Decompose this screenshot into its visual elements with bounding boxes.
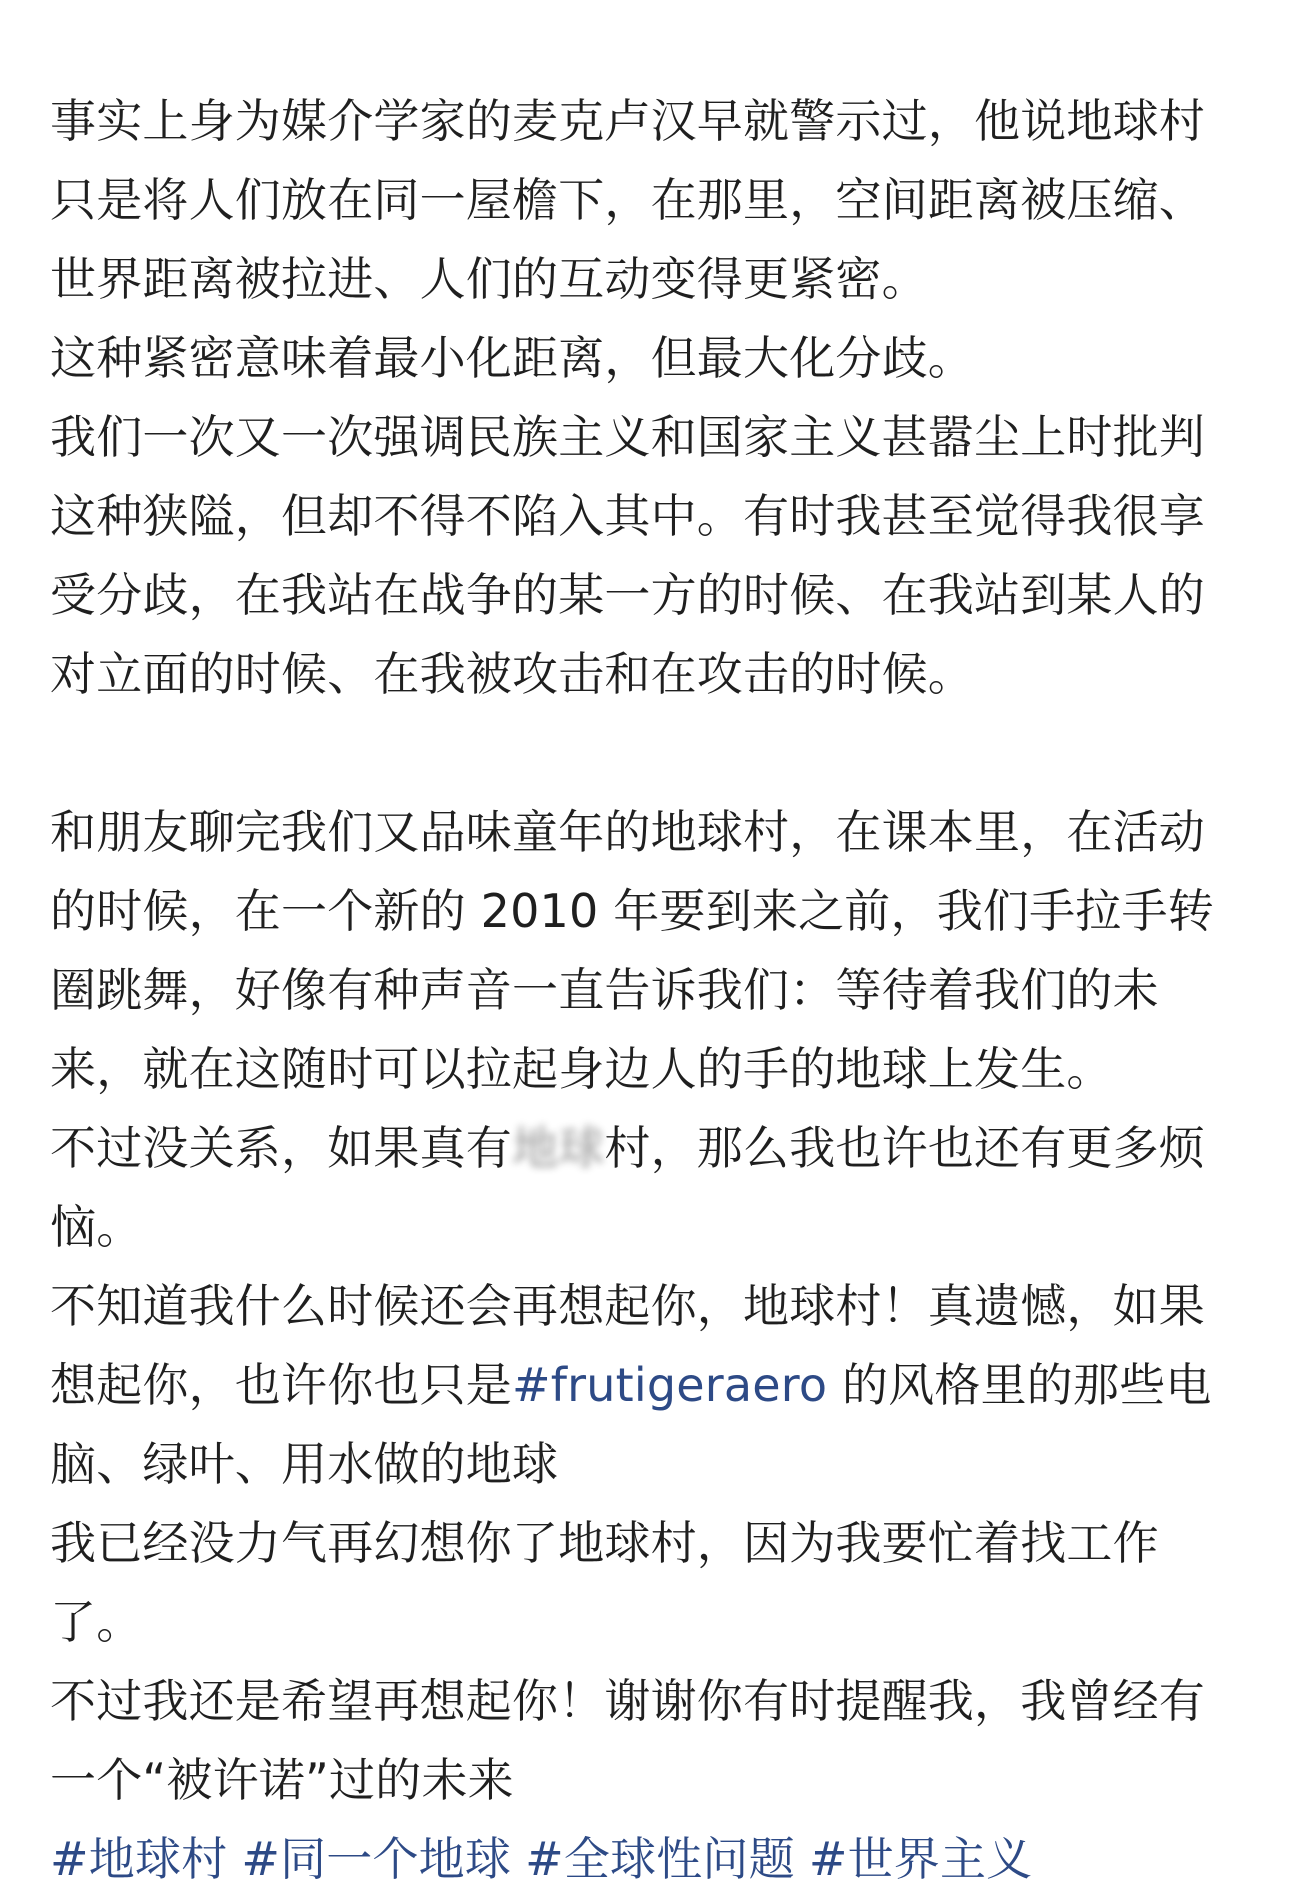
hashtag-link[interactable]: #地球村 [50,1832,228,1886]
text-line: 不知道我什么时候还会再想起你，地球村！真遗憾，如果 [50,1279,1205,1333]
text-line: 了。 [50,1595,143,1649]
hashtag-link[interactable]: #同一个地球 [241,1832,512,1886]
text-line: 对立面的时候、在我被攻击和在攻击的时候。 [50,647,974,701]
text-line: 世界距离被拉进、人们的互动变得更紧密。 [50,252,928,306]
text-line: 这种狭隘，但却不得不陷入其中。有时我甚至觉得我很享 [50,489,1205,543]
post-body [50,82,1250,1899]
hashtag-link-frutigeraero[interactable]: #frutigeraero [512,1358,828,1412]
text-line: 脑、绿叶、用水做的地球 [50,1437,559,1491]
text-line: 来，就在这随时可以拉起身边人的手的地球上发生。 [50,1042,1113,1096]
hashtag-link[interactable]: #全球性问题 [525,1832,795,1886]
text-line: 恼。 [50,1200,143,1254]
text-line: 的时候，在一个新的 2010 年要到来之前，我们手拉手转 [50,884,1214,938]
text-line: 只是将人们放在同一屋檐下，在那里，空间距离被压缩、 [50,173,1205,227]
text-line: 和朋友聊完我们又品味童年的地球村，在课本里，在活动 [50,805,1205,859]
hashtag-link[interactable]: #世界主义 [808,1832,1033,1886]
text-line: 受分歧，在我站在战争的某一方的时候、在我站到某人的 [50,568,1205,622]
text-segment: 不过没关系，如果真有 [50,1121,512,1175]
text-line: 圈跳舞，好像有种声音一直告诉我们：等待着我们的未 [50,963,1159,1017]
text-line-with-blurred-word [50,1109,1250,1188]
blurred-word: 地球 [512,1121,605,1175]
paragraph-2 [50,793,1250,1820]
paragraph-spacer [50,714,1250,793]
text-line: 一个“被许诺”过的未来 [50,1753,514,1807]
paragraph-1 [50,82,1250,714]
text-line: 我已经没力气再幻想你了地球村，因为我要忙着找工作 [50,1516,1159,1570]
text-line: 不过我还是希望再想起你！谢谢你有时提醒我，我曾经有 [50,1674,1205,1728]
text-segment: 的风格里的那些电 [827,1358,1212,1412]
text-line: 这种紧密意味着最小化距离，但最大化分歧。 [50,331,974,385]
text-segment: 村，那么我也许也还有更多烦 [604,1121,1206,1175]
text-line-with-hashtag [50,1346,1250,1425]
text-line: 事实上身为媒介学家的麦克卢汉早就警示过，他说地球村 [50,94,1205,148]
text-segment: 想起你，也许你也只是 [50,1358,512,1412]
hashtag-row [50,1820,1250,1899]
text-line: 我们一次又一次强调民族主义和国家主义甚嚣尘上时批判 [50,410,1205,464]
